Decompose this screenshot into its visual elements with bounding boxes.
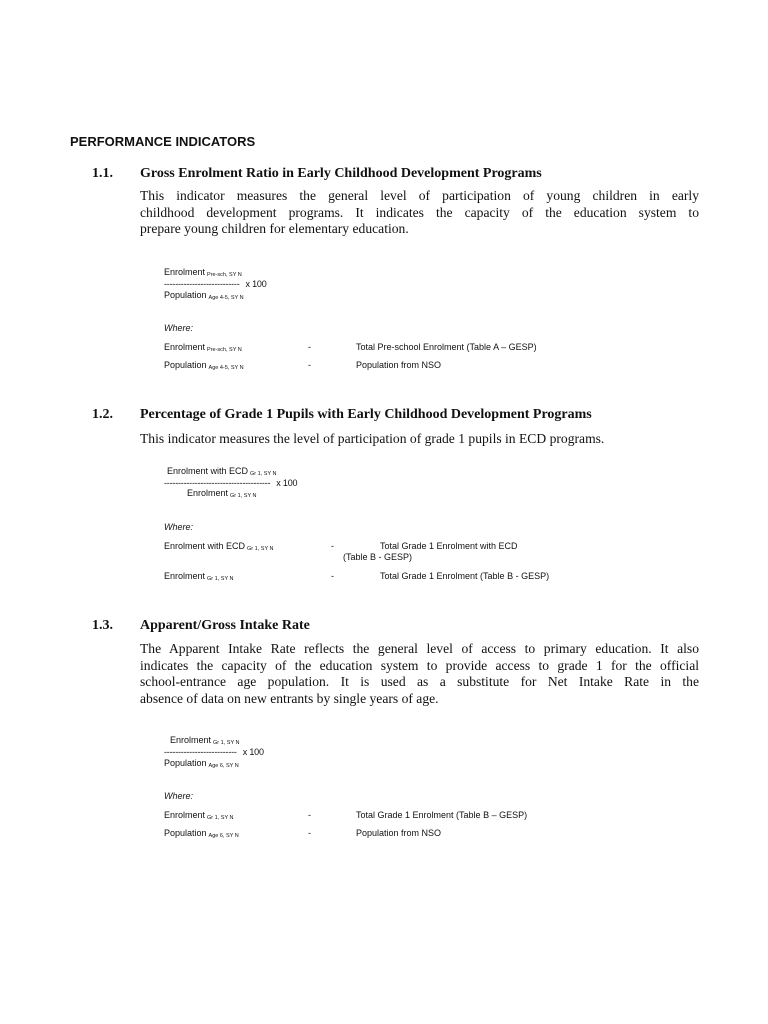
formula-fraction-line: [164, 279, 267, 289]
term-text: Population: [164, 828, 207, 838]
paragraph-line: prepare young children for elementary education.: [140, 221, 409, 236]
formula-fraction-line: [164, 747, 264, 757]
formula-denominator: [187, 488, 257, 499]
paragraph-line: The Apparent Intake Rate reflects the general level of access to primary education. It also: [140, 641, 699, 656]
numerator-subscript: Gr 1, SY N: [213, 740, 240, 746]
definition-separator: -: [308, 342, 311, 352]
section-number: 1.3.: [92, 618, 113, 633]
definition-separator: -: [308, 360, 311, 370]
definition-term: [164, 342, 242, 353]
term-subscript: Gr 1, SY N: [247, 546, 274, 552]
definition-description: Total Grade 1 Enrolment (Table B – GESP): [356, 810, 528, 820]
definition-term: [164, 810, 234, 821]
denominator-subscript: Age 6, SY N: [208, 763, 239, 769]
formula-multiplier: x 100: [276, 478, 298, 488]
term-subscript: Gr 1, SY N: [207, 576, 234, 582]
formula-multiplier: x 100: [245, 279, 267, 289]
term-text: Enrolment: [164, 342, 206, 352]
paragraph-line: childhood development programs. It indicates the capacity of the education system to: [140, 204, 699, 220]
section-number: 1.1.: [92, 166, 113, 181]
numerator-text: Enrolment: [170, 735, 212, 745]
section-number: 1.2.: [92, 407, 113, 422]
numerator-subscript: Pre-sch, SY N: [207, 272, 242, 278]
paragraph-line: This indicator measures the level of participation of grade 1 pupils in ECD programs.: [140, 431, 605, 446]
formula-denominator: [164, 290, 244, 301]
term-text: Enrolment: [164, 810, 206, 820]
definition-separator: -: [308, 828, 311, 838]
paragraph-line: school-entrance age population. It is used as a substitute for Net Intake Rate in the: [140, 674, 699, 689]
definition-description-continued: (Table B - GESP): [343, 552, 413, 562]
definition-separator: -: [331, 571, 334, 581]
denominator-subscript: Age 4-5, SY N: [208, 295, 244, 301]
paragraph-line: absence of data on new entrants by single years of age.: [140, 690, 439, 706]
formula-multiplier: x 100: [242, 747, 264, 757]
denominator-text: Population: [164, 758, 207, 768]
formula-fraction-line: [164, 478, 297, 488]
denominator-text: Enrolment: [187, 488, 229, 498]
term-subscript: Gr 1, SY N: [207, 815, 234, 821]
denominator-text: Population: [164, 290, 207, 300]
denominator-subscript: Gr 1, SY N: [230, 493, 257, 499]
numerator-text: Enrolment with ECD: [167, 466, 249, 476]
section-paragraph: [140, 641, 699, 707]
paragraph-line: This indicator measures the general level of participation of young children in early: [140, 188, 699, 203]
fraction-dashes: --------------------------------------: [164, 478, 271, 488]
where-label: Where:: [164, 791, 194, 801]
term-text: Enrolment: [164, 571, 206, 581]
definition-description: Population from NSO: [356, 360, 442, 370]
section-paragraph: [140, 188, 699, 238]
section-title: Percentage of Grade 1 Pupils with Early Childhood Development Programs: [140, 407, 592, 422]
numerator-text: Enrolment: [164, 267, 206, 277]
definition-term: [164, 571, 234, 582]
definition-term: [164, 828, 239, 839]
definition-description: Total Pre-school Enrolment (Table A – GESP): [356, 342, 537, 352]
definition-description: Total Grade 1 Enrolment with ECD: [380, 541, 518, 551]
formula-numerator: [167, 466, 277, 477]
page-heading: PERFORMANCE INDICATORS: [70, 134, 256, 149]
section-title: Apparent/Gross Intake Rate: [140, 618, 310, 633]
formula-denominator: [164, 758, 239, 769]
paragraph-line: indicates the capacity of the education system to provide access to grade 1 for the official: [140, 657, 699, 673]
definition-description: Population from NSO: [356, 828, 442, 838]
definition-term: [164, 541, 274, 552]
section-paragraph: [140, 431, 699, 448]
section-title: Gross Enrolment Ratio in Early Childhood Development Programs: [140, 166, 542, 181]
definition-description: Total Grade 1 Enrolment (Table B - GESP): [380, 571, 550, 581]
term-subscript: Age 4-5, SY N: [208, 365, 244, 371]
numerator-subscript: Gr 1, SY N: [250, 471, 277, 477]
where-label: Where:: [164, 323, 194, 333]
formula-numerator: [170, 735, 240, 746]
definition-separator: -: [331, 541, 334, 551]
formula-numerator: [164, 267, 242, 278]
fraction-dashes: ---------------------------: [164, 279, 240, 289]
definition-term: [164, 360, 244, 371]
fraction-dashes: --------------------------: [164, 747, 237, 757]
term-subscript: Age 6, SY N: [208, 833, 239, 839]
term-subscript: Pre-sch, SY N: [207, 347, 242, 353]
term-text: Population: [164, 360, 207, 370]
where-label: Where:: [164, 522, 194, 532]
term-text: Enrolment with ECD: [164, 541, 246, 551]
definition-separator: -: [308, 810, 311, 820]
